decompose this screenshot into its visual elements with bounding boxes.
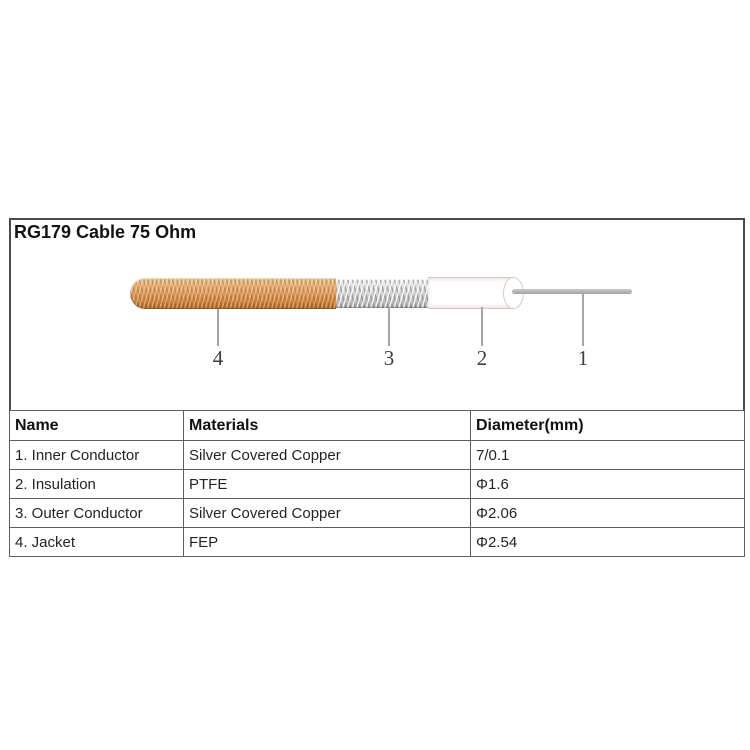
table-row <box>10 441 745 470</box>
cell-name: 3. Outer Conductor <box>10 499 184 528</box>
leader-line-outer-conductor <box>388 307 390 346</box>
spec-table-header-row <box>10 411 745 441</box>
cable-outer-conductor-braid <box>336 279 431 308</box>
column-header-name: Name <box>10 411 184 441</box>
cell-material: PTFE <box>184 470 471 499</box>
table-row <box>10 499 745 528</box>
cell-diameter: Φ2.06 <box>471 499 745 528</box>
table-row <box>10 528 745 557</box>
spec-table <box>9 410 745 557</box>
column-header-diameter: Diameter(mm) <box>471 411 745 441</box>
cell-name: 2. Insulation <box>10 470 184 499</box>
leader-line-insulation <box>481 307 483 346</box>
cable-insulation <box>428 277 514 309</box>
cell-material: FEP <box>184 528 471 557</box>
cell-name: 1. Inner Conductor <box>10 441 184 470</box>
callout-label-insulation: 2 <box>476 346 488 370</box>
callout-label-outer-conductor: 3 <box>383 346 395 370</box>
cell-material: Silver Covered Copper <box>184 499 471 528</box>
cell-diameter: Φ2.54 <box>471 528 745 557</box>
table-row <box>10 470 745 499</box>
callout-label-jacket: 4 <box>212 346 224 370</box>
cell-diameter: 7/0.1 <box>471 441 745 470</box>
column-header-materials: Materials <box>184 411 471 441</box>
cell-material: Silver Covered Copper <box>184 441 471 470</box>
cable-inner-conductor <box>512 289 632 294</box>
callout-label-inner-conductor: 1 <box>577 346 589 370</box>
cable-jacket <box>130 278 336 309</box>
cell-diameter: Φ1.6 <box>471 470 745 499</box>
leader-line-jacket <box>217 309 219 346</box>
cell-name: 4. Jacket <box>10 528 184 557</box>
leader-line-inner-conductor <box>582 294 584 346</box>
page-title: RG179 Cable 75 Ohm <box>14 222 197 242</box>
